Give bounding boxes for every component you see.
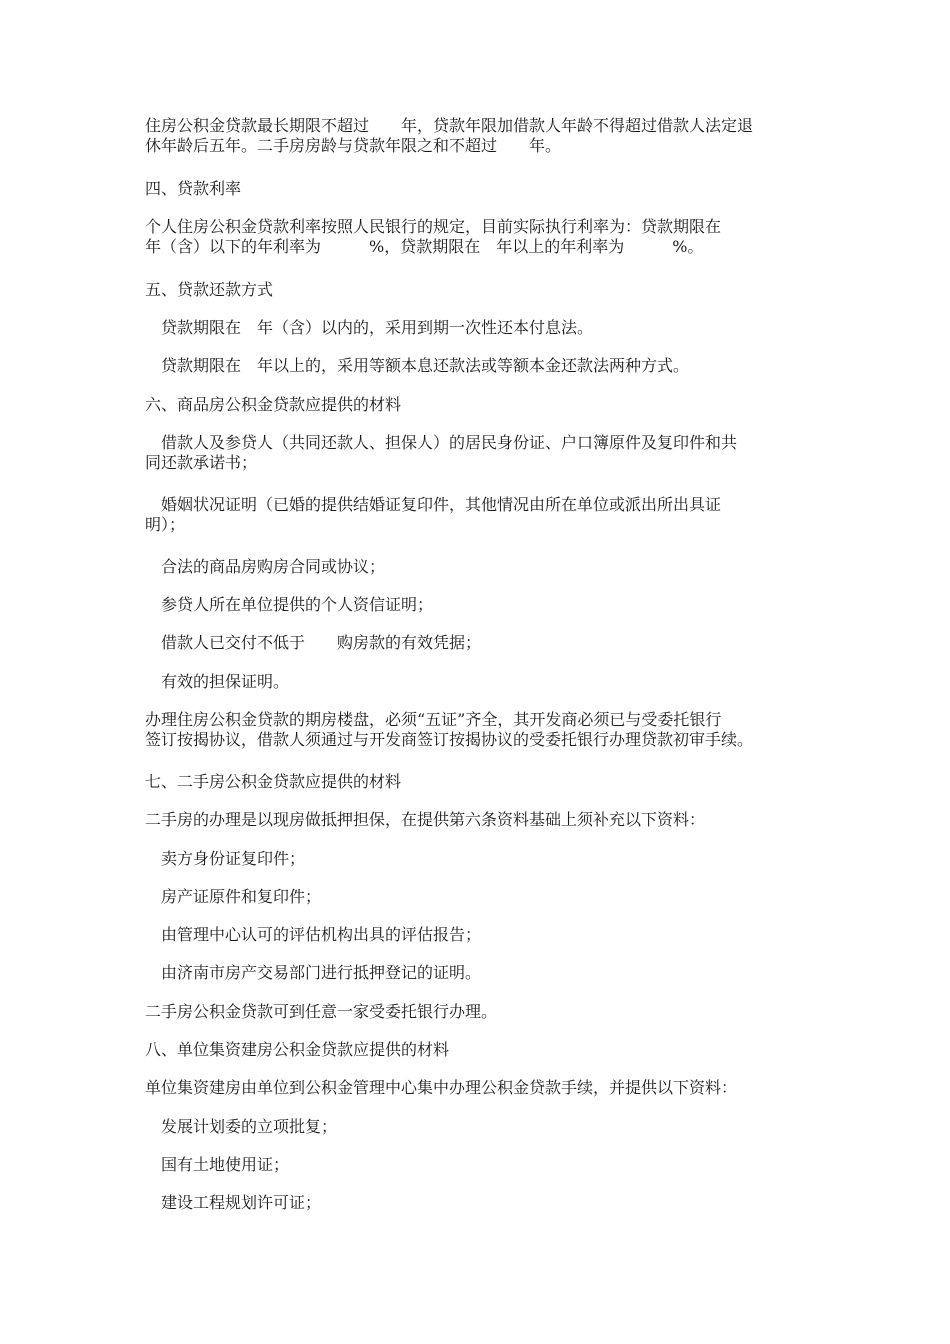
list-item: 国有土地使用证； [145,1155,290,1174]
list-item: 由管理中心认可的评估机构出具的评估报告； [145,925,482,944]
list-item: 借款人及参贷人（共同还款人、担保人）的居民身份证、户口簿原件及复印件和共 同还款承诺书； [145,433,738,472]
list-item: 贷款期限在 年以上的，采用等额本息还款法或等额本金还款法两种方式。 [145,356,690,375]
list-item: 房产证原件和复印件； [145,887,322,906]
list-item: 贷款期限在 年（含）以内的，采用到期一次性还本付息法。 [145,318,594,337]
paragraph-second-hand-bank: 二手房公积金贷款可到任意一家受委托银行办理。 [145,1002,498,1021]
list-item: 参贷人所在单位提供的个人资信证明； [145,595,434,614]
list-item: 发展计划委的立项批复； [145,1117,338,1136]
paragraph-second-hand-intro: 二手房的办理是以现房做抵押担保，在提供第六条资料基础上须补充以下资料： [145,810,706,829]
heading-repayment-method: 五、贷款还款方式 [145,280,274,299]
heading-unit-housing-materials: 八、单位集资建房公积金贷款应提供的材料 [145,1040,450,1059]
paragraph-off-plan-requirements: 办理住房公积金贷款的期房楼盘，必须“五证”齐全，其开发商必须已与受委托银行 签订按揭协议，借款人须通过与开发商签订按揭协议的受委托银行办理贷款初审手续。 [145,710,754,749]
heading-commercial-housing-materials: 六、商品房公积金贷款应提供的材料 [145,395,402,414]
list-item: 卖方身份证复印件； [145,849,306,868]
paragraph-interest-rate: 个人住房公积金贷款利率按照人民银行的规定，目前实际执行利率为：贷款期限在 年（含）以下的年利率为 %，贷款期限在 年以上的年利率为 %。 [145,217,722,256]
list-item: 由济南市房产交易部门进行抵押登记的证明。 [145,963,482,982]
list-item: 借款人已交付不低于 购房款的有效凭据； [145,633,482,652]
list-item: 建设工程规划许可证； [145,1193,322,1212]
list-item: 有效的担保证明。 [145,672,290,691]
paragraph-loan-term: 住房公积金贷款最长期限不超过 年，贷款年限加借款人年龄不得超过借款人法定退 休年龄后五年。二手房房龄与贷款年限之和不超过 年。 [145,116,754,155]
paragraph-unit-housing-intro: 单位集资建房由单位到公积金管理中心集中办理公积金贷款手续，并提供以下资料： [145,1078,738,1097]
list-item: 婚姻状况证明（已婚的提供结婚证复印件，其他情况由所在单位或派出所出具证 明）； [145,495,722,534]
heading-interest-rate: 四、贷款利率 [145,179,242,198]
list-item: 合法的商品房购房合同或协议； [145,557,386,576]
heading-second-hand-materials: 七、二手房公积金贷款应提供的材料 [145,772,402,791]
